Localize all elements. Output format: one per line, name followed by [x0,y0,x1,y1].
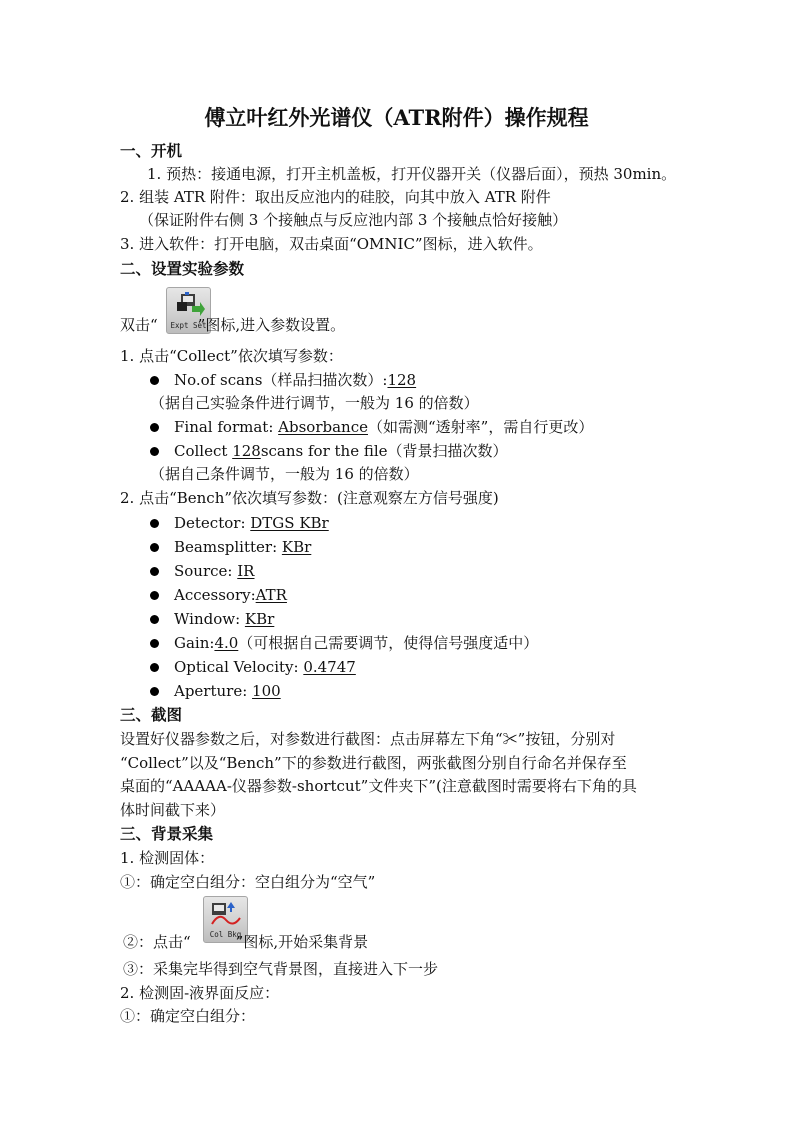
param-bkg-scans [0,440,793,462]
screenshot-para-1: 设置好仪器参数之后，对参数进行截图：点击屏幕左下角“✂”按钮，分别对 [120,730,616,748]
step-preheat: 1. 预热：接通电源，打开主机盖板，打开仪器开关（仪器后面），预热 30min。 [147,165,677,183]
screenshot-para-3: 桌面的“AAAAA-仪器参数-shortcut”文件夹下”(注意截图时需要将右下角的具 [120,777,637,795]
step-assemble-atr: 2. 组装 ATR 附件：取出反应池内的硅胶，向其中放入 ATR 附件 [120,188,551,206]
bench-heading: 2. 点击“Bench”依次填写参数：(注意观察左方信号强度) [120,489,499,507]
param-velocity-value: 0.4747 [303,658,356,676]
param-window-label: Window: [174,610,245,628]
param-source [0,560,793,582]
param-scans [0,369,793,391]
bkg-step-2-pre: ②：点击“ [123,933,191,951]
bkg-step-2-post: ”图标,开始采集背景 [235,933,369,951]
page-title: 傅立叶红外光谱仪（ATR附件）操作规程 [204,105,589,130]
param-gain-value: 4.0 [214,634,239,652]
param-source-label: Source: [174,562,238,580]
param-aperture-label: Aperture: [174,682,253,700]
param-detector [0,512,793,534]
double-click-post: ”图标,进入参数设置。 [197,316,346,334]
section-heading-screenshot: 三、截图 [120,705,183,724]
section-heading-startup: 一、开机 [120,141,183,160]
screenshot-para-2: “Collect”以及“Bench”下的参数进行截图，两张截图分别自行命名并保存至 [120,754,627,772]
param-final-format [0,416,793,438]
param-format-note: （如需测“透射率”，需自行更改） [367,418,594,436]
param-accessory [0,584,793,606]
screenshot-para-4: 体时间截下来） [120,801,226,819]
param-beamsplitter-value: KBr [281,538,312,556]
param-source-value: IR [237,562,255,580]
param-format-label: Final format: [174,418,279,436]
double-click-pre: 双击“ [120,316,158,334]
expt-set-caption: Expt Set [170,321,207,330]
double-click-line [0,314,793,336]
param-bkg-note: （据自己条件调节，一般为 16 的倍数） [150,465,419,483]
collect-heading: 1. 点击“Collect”依次填写参数： [120,347,343,365]
section-heading-background: 三、背景采集 [120,824,214,843]
bkg-interface-step-1: ①：确定空白组分： [120,1007,256,1025]
param-beamsplitter [0,536,793,558]
param-format-value: Absorbance [278,418,368,436]
param-gain-label: Gain: [174,634,215,652]
param-scans-label: No.of scans（样品扫描次数）: [174,371,388,389]
param-velocity [0,656,793,678]
param-accessory-value: ATR [255,586,287,604]
param-velocity-label: Optical Velocity: [174,658,304,676]
param-accessory-label: Accessory: [174,586,256,604]
param-aperture [0,680,793,702]
param-detector-label: Detector: [174,514,251,532]
bkg-solid-heading: 1. 检测固体： [120,849,215,867]
bkg-interface-heading: 2. 检测固-液界面反应： [120,984,280,1002]
param-window [0,608,793,630]
param-aperture-value: 100 [252,682,281,700]
step-assemble-note: （保证附件右侧 3 个接触点与反应池内部 3 个接触点恰好接触） [139,211,568,229]
col-bkg-glyph [209,900,243,926]
bkg-solid-step-1: ①：确定空白组分：空白组分为“空气” [120,873,376,891]
param-scans-note: （据自己实验条件进行调节，一般为 16 的倍数） [150,394,479,412]
step-enter-software: 3. 进入软件：打开电脑，双击桌面“OMNIC”图标，进入软件。 [120,235,543,253]
bkg-solid-step-2 [0,931,793,953]
param-gain [0,632,793,654]
param-gain-note: （可根据自己需要调节，使得信号强度适中） [238,634,539,652]
param-beamsplitter-label: Beamsplitter: [174,538,282,556]
param-bkg-post: scans for the file（背景扫描次数） [260,442,508,460]
col-bkg-caption: Col Bkg [209,930,242,939]
param-bkg-value: 128 [232,442,261,460]
param-scans-value: 128 [387,371,417,389]
param-detector-value: DTGS KBr [250,514,329,532]
param-window-value: KBr [244,610,275,628]
param-bkg-pre: Collect [174,442,233,460]
bkg-solid-step-3: ③：采集完毕得到空气背景图，直接进入下一步 [123,960,439,978]
section-heading-params: 二、设置实验参数 [120,259,245,278]
